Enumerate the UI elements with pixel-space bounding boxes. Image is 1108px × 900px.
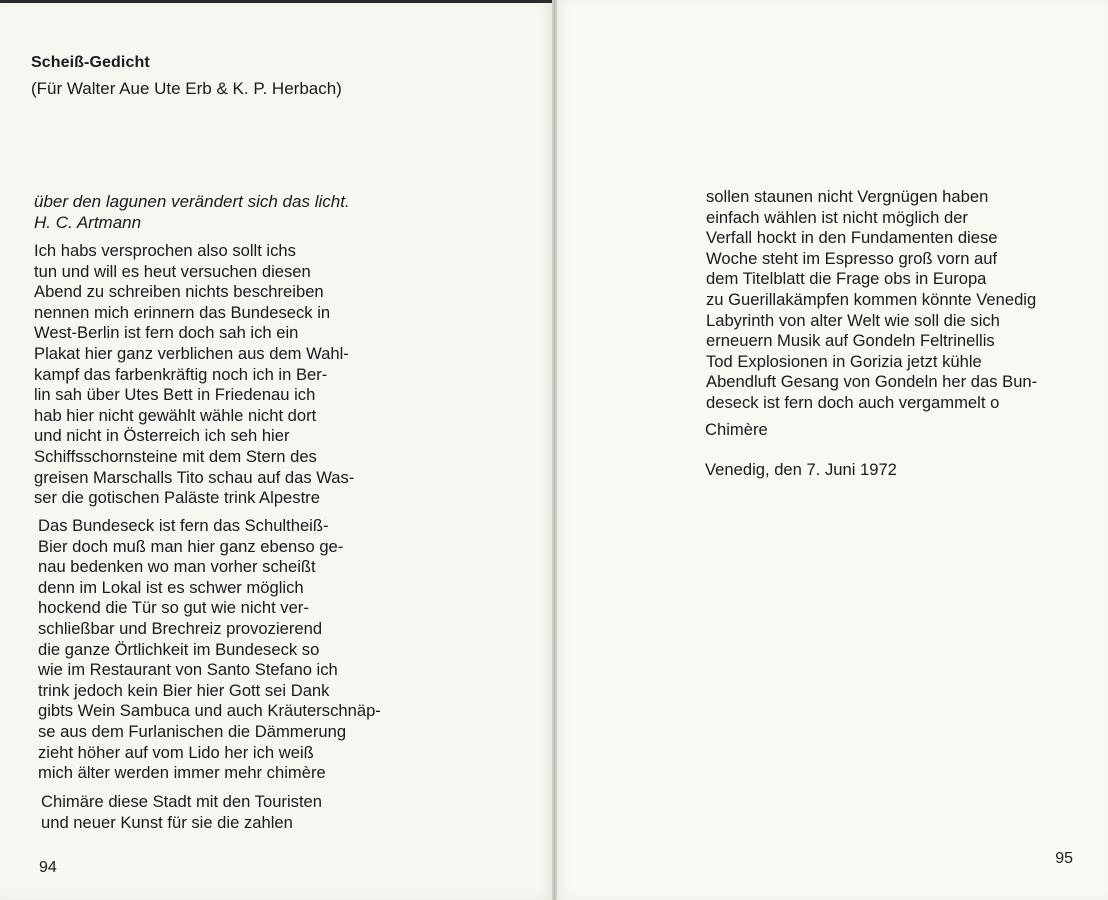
epigraph-quote: über den lagunen verändert sich das licht. — [34, 192, 350, 211]
poem-line: Tod Explosionen in Gorizia jetzt kühle — [706, 351, 982, 371]
epigraph — [34, 191, 350, 233]
poem-line: schließbar und Brechreiz provozierend — [38, 618, 323, 638]
poem-line: greisen Marschalls Tito schau auf das Was- — [34, 467, 355, 487]
page-number-right: 95 — [1055, 850, 1073, 867]
dedication: (Für Walter Aue Ute Erb & K. P. Herbach) — [31, 79, 342, 98]
stanza-4 — [706, 187, 1037, 414]
poem-line: Woche steht im Espresso groß vorn auf — [706, 248, 998, 268]
poem-line: Plakat hier ganz verblichen aus dem Wahl- — [34, 343, 349, 363]
poem-line: gibts Wein Sambuca und auch Kräuterschnäp- — [38, 701, 381, 721]
poem-line: Abendluft Gesang von Gondeln her das Bun- — [706, 372, 1038, 392]
closing-word: Chimère — [705, 420, 768, 439]
poem-line: und neuer Kunst für sie die zahlen — [41, 812, 293, 832]
poem-line: se aus dem Furlanischen die Dämmerung — [38, 721, 347, 741]
poem-line: West-Berlin ist fern doch sah ich ein — [34, 323, 299, 343]
poem-line: lin sah über Utes Bett in Friedenau ich — [34, 385, 316, 405]
poem-line: Labyrinth von alter Welt wie soll die sich — [706, 310, 1000, 330]
left-page — [0, 0, 553, 900]
poem-line: denn im Lokal ist es schwer möglich — [38, 577, 304, 597]
top-rule — [0, 0, 553, 3]
poem-line: mich älter werden immer mehr chimère — [38, 763, 326, 783]
poem-line: kampf das farbenkräftig noch ich in Ber- — [34, 364, 328, 384]
poem-line: nennen mich erinnern das Bundeseck in — [34, 302, 331, 322]
poem-line: hockend die Tür so gut wie nicht ver- — [38, 598, 309, 618]
stanza-3 — [41, 792, 322, 833]
poem-line: zieht höher auf vom Lido her ich weiß — [38, 742, 314, 762]
poem-line: Bier doch muß man hier ganz ebenso ge- — [38, 536, 344, 556]
poem-line: ser die gotischen Paläste trink Alpestre — [34, 488, 320, 508]
epigraph-author: H. C. Artmann — [34, 213, 142, 232]
poem-line: und nicht in Österreich ich seh hier — [34, 426, 290, 446]
poem-line: dem Titelblatt die Frage obs in Europa — [706, 269, 987, 289]
poem-line: Ich habs versprochen also sollt ichs — [34, 241, 296, 260]
right-page — [557, 0, 1108, 900]
poem-line: tun und will es heut versuchen diesen — [34, 261, 311, 281]
poem-line: zu Guerillakämpfen kommen könnte Venedig — [706, 289, 1037, 309]
poem-line: Schiffsschornsteine mit dem Stern des — [34, 446, 317, 466]
poem-line: einfach wählen ist nicht möglich der — [706, 207, 968, 227]
page-number-left: 94 — [39, 859, 57, 876]
poem-line: die ganze Örtlichkeit im Bundeseck so — [38, 639, 320, 659]
poem-line: Verfall hockt in den Fundamenten diese — [706, 228, 998, 248]
poem-line: Chimäre diese Stadt mit den Touristen — [41, 792, 323, 811]
stanza-2 — [38, 516, 381, 784]
poem-line: wie im Restaurant von Santo Stefano ich — [38, 660, 338, 680]
poem-line: nau bedenken wo man vorher scheißt — [38, 557, 316, 577]
poem-line: Abend zu schreiben nichts beschreiben — [34, 282, 324, 302]
poem-line: deseck ist fern doch auch vergammelt o — [706, 392, 1000, 412]
poem-title: Scheiß-Gedicht — [31, 54, 150, 71]
poem-line: hab hier nicht gewählt wähle nicht dort — [34, 405, 317, 425]
poem-line: sollen staunen nicht Vergnügen haben — [706, 187, 989, 206]
stanza-1 — [34, 241, 354, 509]
poem-line: erneuern Musik auf Gondeln Feltrinellis — [706, 331, 995, 351]
place-date: Venedig, den 7. Juni 1972 — [705, 460, 897, 479]
poem-line: Das Bundeseck ist fern das Schultheiß- — [38, 516, 329, 535]
poem-line: trink jedoch kein Bier hier Gott sei Dank — [38, 680, 330, 700]
